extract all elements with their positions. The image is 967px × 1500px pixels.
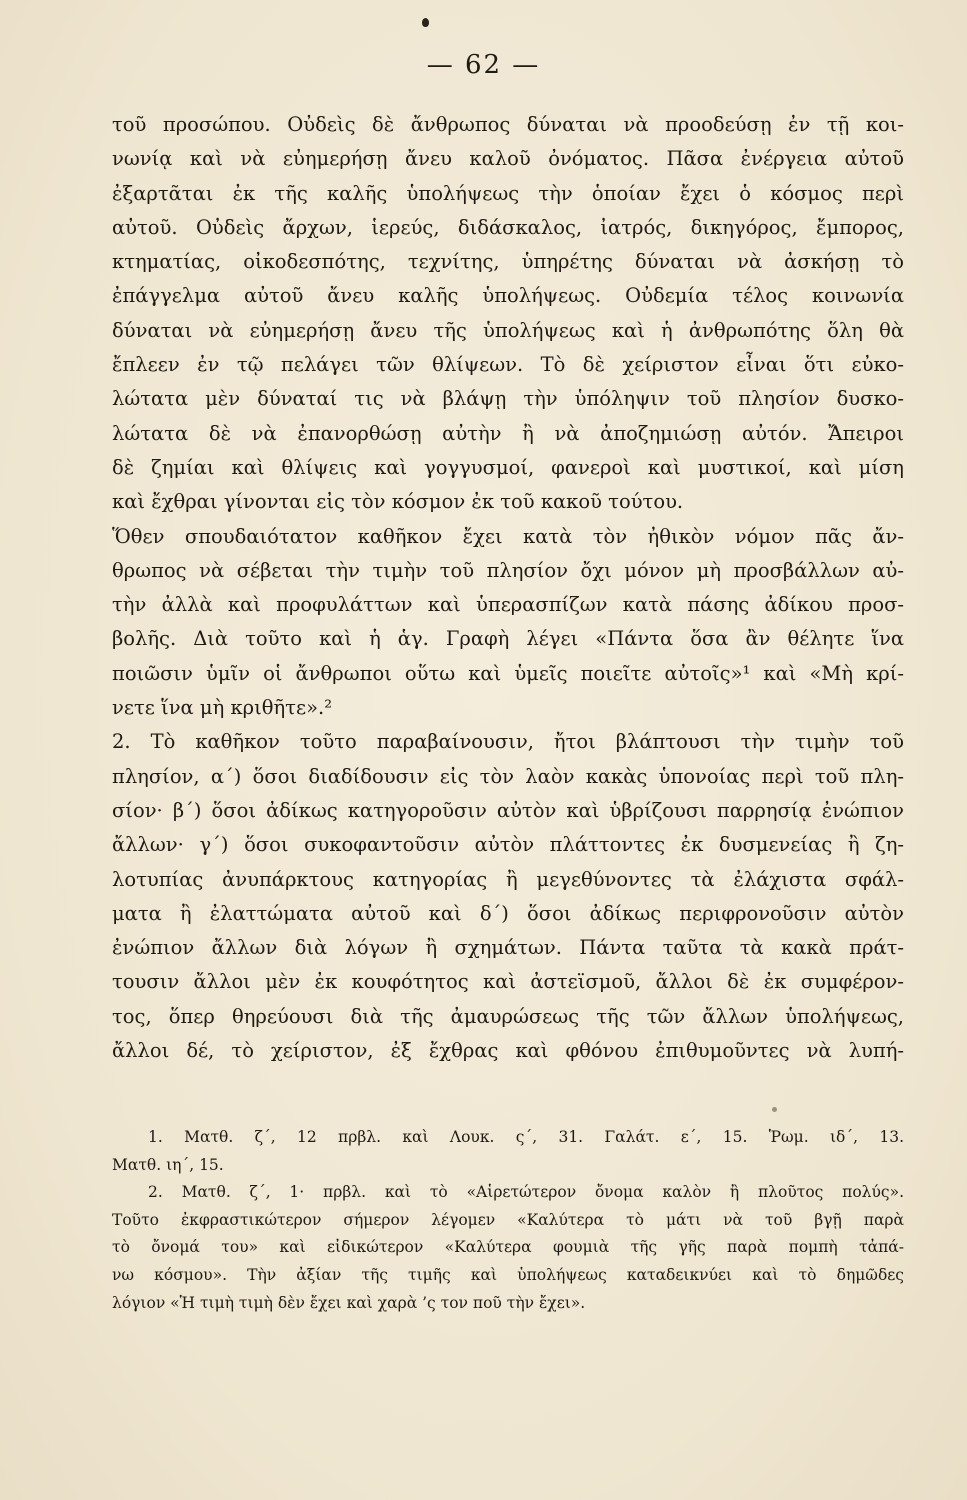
text-line: τος, ὅπερ θηρεύουσι διὰ τῆς ἀμαυρώσεως τῆς τῶν ἄλλων ὑπολήψεως,	[112, 1004, 904, 1028]
footnote-line: λόγιον «Ἡ τιμὴ τιμὴ δὲν ἔχει καὶ χαρὰ ’ς τον ποῦ τὴν ἔχει».	[112, 1293, 586, 1312]
text-line: νετε ἵνα μὴ κριθῆτε».²	[112, 696, 333, 720]
page-number: — 62 —	[426, 50, 541, 80]
text-line: ἄλλοι δέ, τὸ χείριστον, ἐξ ἔχθρας καὶ φθόνου ἐπιθυμοῦντες νὰ λυπή-	[112, 1039, 904, 1063]
text-line: δύναται νὰ εὐημερήσῃ ἄνευ τῆς ὑπολήψεως καὶ ἡ ἀνθρωπότης ὅλη θὰ	[112, 318, 904, 342]
text-line: λώτατα μὲν δύναταί τις νὰ βλάψῃ τὴν ὑπόληψιν τοῦ πλησίον δυσκο-	[112, 387, 904, 411]
text-line: ἔπλεεν ἐν τῷ πελάγει τῶν θλίψεων. Τὸ δὲ χείριστον εἶναι ὅτι εὐκο-	[112, 353, 904, 377]
text-line: τουσιν ἄλλοι μὲν ἐκ κουφότητος καὶ ἀστεϊσμοῦ, ἄλλοι δὲ ἐκ συμφέρον-	[112, 970, 904, 994]
text-line: λοτυπίας ἀνυπάρκτους κατηγορίας ἢ μεγεθύνοντες τὰ ἐλάχιστα σφάλ-	[112, 867, 904, 891]
main-text-block	[112, 108, 904, 1068]
text-line: ἐνώπιον ἄλλων διὰ λόγων ἢ σχημάτων. Πάντα ταῦτα τὰ κακὰ πράτ-	[112, 936, 904, 960]
separator-mark	[772, 1107, 777, 1112]
text-line: ἐπάγγελμα αὐτοῦ ἄνευ καλῆς ὑπολήψεως. Οὐδεμία τέλος κοινωνία	[112, 284, 904, 308]
text-line: θρωπος νὰ σέβεται τὴν τιμὴν τοῦ πλησίον ὄχι μόνον μὴ προσβάλλων αὐ-	[112, 558, 904, 582]
text-line: ἐξαρτᾶται ἐκ τῆς καλῆς ὑπολήψεως τὴν ὁποίαν ἔχει ὁ κόσμος περὶ	[112, 181, 904, 205]
text-line: λώτατα δὲ νὰ ἐπανορθώσῃ αὐτὴν ἢ νὰ ἀποζημιώσῃ αὐτόν. Ἄπειροι	[112, 421, 904, 445]
text-line: κτηματίας, οἰκοδεσπότης, τεχνίτης, ὑπηρέτης δύναται νὰ ἀσκήσῃ τὸ	[112, 250, 904, 274]
footnotes-block	[112, 1124, 904, 1317]
footnote-line: 2. Ματθ. ζ΄, 1· πρβλ. καὶ τὸ «Αἱρετώτερον ὄνομα καλὸν ἢ πλοῦτος πολύς».	[148, 1183, 904, 1202]
text-line: ἄλλων· γ΄) ὅσοι συκοφαντοῦσιν αὐτὸν πλάττοντες ἐκ δυσμενείας ἢ ζη-	[112, 833, 904, 857]
text-line: ποιῶσιν ὑμῖν οἱ ἄνθρωποι οὕτω καὶ ὑμεῖς ποιεῖτε αὐτοῖς»¹ καὶ «Μὴ κρί-	[112, 661, 904, 685]
footnote-line: Ματθ. ιη΄, 15.	[112, 1155, 224, 1174]
text-line: καὶ ἔχθραι γίνονται εἰς τὸν κόσμον ἐκ τοῦ κακοῦ τούτου.	[112, 490, 684, 514]
text-line: 2. Τὸ καθῆκον τοῦτο παραβαίνουσιν, ἤτοι βλάπτουσι τὴν τιμὴν τοῦ	[112, 730, 904, 754]
text-line: σίον· β΄) ὅσοι ἀδίκως κατηγοροῦσιν αὐτὸν καὶ ὑβρίζουσι παρρησίᾳ ἐνώπιον	[112, 798, 904, 822]
text-line: τοῦ προσώπου. Οὐδεὶς δὲ ἄνθρωπος δύναται νὰ προοδεύσῃ ἐν τῇ κοι-	[112, 113, 904, 136]
text-line: νωνίᾳ καὶ νὰ εὐημερήσῃ ἄνευ καλοῦ ὀνόματος. Πᾶσα ἐνέργεια αὐτοῦ	[112, 147, 904, 171]
footnote-line: τὸ ὄνομά του» καὶ εἰδικώτερον «Καλύτερα φουμιὰ τῆς γῆς παρὰ πομπὴ τἀπά-	[112, 1238, 904, 1257]
text-line: ματα ἢ ἐλαττώματα αὐτοῦ καὶ δ΄) ὅσοι ἀδίκως περιφρονοῦσιν αὐτὸν	[112, 901, 904, 925]
ink-spot	[422, 18, 429, 27]
text-line: δὲ ζημίαι καὶ θλίψεις καὶ γογγυσμοί, φανεροὶ καὶ μυστικοί, καὶ μίση	[112, 455, 904, 479]
footnote-line: 1. Ματθ. ζ΄, 12 πρβλ. καὶ Λουκ. ς΄, 31. Γαλάτ. ε΄, 15. Ῥωμ. ιδ΄, 13.	[148, 1128, 904, 1146]
footnote-line: Τοῦτο ἐκφραστικώτερον σήμερον λέγομεν «Καλύτερα τὸ μάτι νὰ τοῦ βγῇ παρὰ	[112, 1210, 904, 1229]
footnote-line: νω κόσμου». Τὴν ἀξίαν τῆς τιμῆς καὶ ὑπολήψεως καταδεικνύει καὶ τὸ δημῶδες	[112, 1265, 904, 1284]
text-line: αὐτοῦ. Οὐδεὶς ἄρχων, ἱερεύς, διδάσκαλος, ἰατρός, δικηγόρος, ἔμπορος,	[112, 215, 904, 239]
text-line: τὴν ἀλλὰ καὶ προφυλάττων καὶ ὑπερασπίζων κατὰ πάσης ἀδίκου προσ-	[112, 593, 904, 617]
text-line: βολῆς. Διὰ τοῦτο καὶ ἡ ἁγ. Γραφὴ λέγει «Πάντα ὅσα ἂν θέλητε ἵνα	[112, 627, 904, 651]
text-line: πλησίον, α΄) ὅσοι διαδίδουσιν εἰς τὸν λαὸν κακὰς ὑπονοίας περὶ τοῦ πλη-	[112, 764, 904, 788]
text-line: Ὅθεν σπουδαιότατον καθῆκον ἔχει κατὰ τὸν ἠθικὸν νόμον πᾶς ἄν-	[112, 524, 904, 548]
